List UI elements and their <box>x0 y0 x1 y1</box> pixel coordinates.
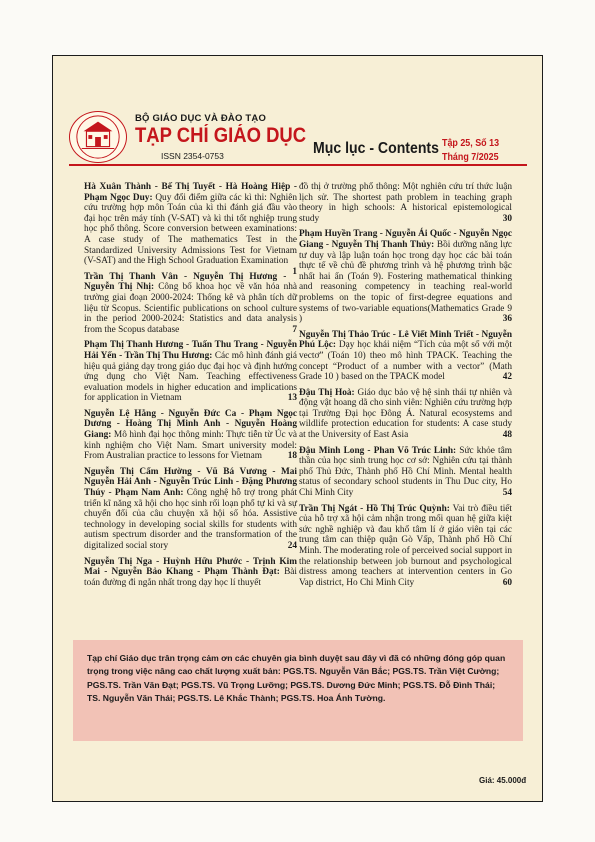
entry-page-number: 13 <box>287 393 297 404</box>
entry-title: Sức khỏe tâm thần của học sinh trung học cơ sở: Nghiên cứu tại thành phố Thủ Đức, Thành phố Hồ Chí Minh. Mental health status of secondary school students in Thu Duc city, Ho Chi Minh City <box>299 445 512 499</box>
entry-title: Dạy học khái niệm “Tích của một số với một vectơ” (Toán 10) theo mô hình TPACK. Teaching the concept “Product of a number with a vector” (Math Grade 10 ) based on the TPACK model <box>299 340 512 383</box>
issue-month-label: Tháng 7/2025 <box>442 151 499 163</box>
entry-page-number: 1 <box>292 266 297 277</box>
toc-column-left <box>84 182 297 593</box>
toc-entry[interactable] <box>299 504 512 589</box>
journal-cover <box>52 55 543 802</box>
entry-title: Bồi dưỡng năng lực tư duy và lập luận toán học trong dạy học các bài toán thực tế về chủ đề phương trình và hệ phương trình bậc nhất hai ẩn (Toán 9). Fostering mathematical thinking and reasoning competency in teaching real-world problems on the topic of first-degree equations and systems of two-variable equations(Mathematics Grade 9 ) <box>299 239 513 325</box>
entry-page-number: 48 <box>502 430 512 441</box>
entry-page-number: 18 <box>287 451 297 462</box>
entry-page-number: 24 <box>287 541 297 551</box>
entry-page-number: 36 <box>502 314 512 325</box>
journal-title: TẠP CHÍ GIÁO DỤC <box>135 124 307 147</box>
entry-page-number: 60 <box>502 577 512 588</box>
toc-entry[interactable] <box>299 330 512 383</box>
toc-entry[interactable] <box>299 388 512 441</box>
entry-page-number: 42 <box>502 372 512 383</box>
cover-header <box>69 111 527 163</box>
toc-entry[interactable] <box>84 557 297 589</box>
entry-authors: Hà Xuân Thành - Bế Thị Tuyết - Hà Hoàng Hiệp - Phạm Ngọc Duy: <box>84 182 297 203</box>
acknowledgement-box <box>73 640 523 741</box>
entry-authors: Nguyễn Thị Cẩm Hường - Vũ Bá Vương - Mai Nguyễn Hải Anh - Nguyễn Trúc Linh - Đặng Phương Thúy - Phạm Nam Anh: <box>84 466 297 499</box>
entry-title: Các mô hình đánh giá hiệu quả giảng dạy trong giáo dục đại học và định hướng ứng dụng cho Việt Nam. Teaching effectiveness evaluation models in higher education and implications for application in Vietnam <box>84 350 297 404</box>
toc-entry[interactable] <box>299 229 512 324</box>
entry-authors: Đậu Minh Long - Phan Võ Trúc Linh: <box>299 445 457 456</box>
entry-authors: Nguyễn Thị Thảo Trúc - Lê Viết Minh Triết - Nguyễn Phú Lộc: <box>299 329 512 351</box>
acknowledgement-text: Tạp chí Giáo dục trân trọng cảm ơn các chuyên gia bình duyệt sau đây vì đã có những đóng góp quan trọng trong việc nâng cao chất lượng xuất bản: PGS.TS. Nguyễn Văn Bắc; PGS.TS. Trần Việt Cường; PGS.TS. Trần Văn Đạt; PGS.TS. Vũ Trọng Lưỡng; PGS.TS. Dương Đức Minh; PGS.TS. Đỗ Đình Thái; TS. Nguyễn Văn Thái; PGS.TS. Lê Khắc Thành; PGS.TS. Hoa Ánh Tường. <box>87 653 506 703</box>
entry-title: Bài toán đường đi ngắn nhất trong dạy học lí thuyết <box>84 567 297 588</box>
entry-authors: Trần Thị Ngát - Hồ Thị Trúc Quỳnh: <box>299 503 450 514</box>
entry-authors: Phạm Huyền Trang - Nguyễn Ái Quốc - Nguyễn Ngọc Giang - Nguyễn Thị Thanh Thủy: <box>299 229 512 250</box>
toc-entry[interactable] <box>84 272 297 336</box>
toc-entry[interactable] <box>84 182 297 277</box>
entry-title: Vai trò điều tiết của hỗ trợ xã hội cảm nhận trong mối quan hệ giữa kiệt sức nghề nghiệp và đau khổ tâm lí ở giáo viên tại các trung tâm can thiệp quận Gò Vấp, Thành phố Hồ Chí Minh. The moderating role of perceived social support in the relationship between job burnout and psychological distress among teachers at intervention centers in Go Vap district, Ho Chi Minh City <box>299 503 512 588</box>
entry-authors: Nguyễn Lệ Hằng - Nguyễn Đức Ca - Phạm Ngọc Dương - Hoàng Thị Minh Anh - Nguyễn Hoàng Giang: <box>84 408 297 441</box>
entry-title: đồ thị ở trường phổ thông: Một nghiên cứu trí thức luận lịch sử. The shortest path problem in teaching graph theory in high schools: A historical epistemological study <box>299 182 512 224</box>
entry-title: Mô hình đại học thông minh: Thực tiễn từ Úc và kinh nghiệm cho Việt Nam. Smart university model: From Australian practice to lessons for Vietnam <box>84 430 297 462</box>
entry-title: Giáo dục bảo vệ hệ sinh thái tự nhiên và động vật hoang dã cho sinh viên: Nghiên cứu trường hợp tại Trường Đại học Đông Á. Natural ecosystems and wildlife protection education for students: A case study at the University of East Asia <box>299 387 513 441</box>
toc-column-right <box>299 182 512 593</box>
header-divider <box>69 164 527 166</box>
entry-page-number: 54 <box>502 488 512 499</box>
toc-entry[interactable] <box>84 340 297 404</box>
toc-entry[interactable] <box>299 446 512 499</box>
entry-title: Công bố khoa học về văn hóa nhà trường giai đoạn 2000-2024: Thống kê và phân tích dữ liệu từ Scopus. Scientific publications on school culture in the period 2000-2024: Statistics and data analysis from the Scopus database <box>84 282 298 335</box>
toc-title: Mục lục - Contents <box>313 140 439 157</box>
price-label: Giá: 45.000đ <box>479 776 527 785</box>
entry-authors: Đậu Thị Hoà: <box>299 387 355 398</box>
toc-entry[interactable] <box>299 182 512 224</box>
ministry-name: BỘ GIÁO DỤC VÀ ĐÀO TẠO <box>135 113 267 124</box>
issn-label: ISSN 2354-0753 <box>161 151 224 161</box>
entry-authors: Trần Thị Thanh Vân - Nguyễn Thị Hương - Nguyễn Thị Nhị: <box>84 271 287 293</box>
toc-entry[interactable] <box>84 409 297 462</box>
entry-title: Công nghệ hỗ trợ trong phát triển kĩ năng xã hội cho học sinh rối loạn phổ tự kỉ và sự chuyển đổi của câu chuyện xã hội số hóa. Assistive technology in developing social skills for students with autism spectrum disorder and the transformation of the digitalized social story <box>84 488 297 551</box>
volume-label: Tập 25, Số 13 <box>442 137 500 149</box>
journal-seal-icon <box>69 111 127 163</box>
entry-title: Quy đổi điểm giữa các kì thi: Nghiên cứu trường hợp môn Toán của kì thi đánh giá đầu vào đại học trên máy tính (V-SAT) và kì thi tốt nghiệp trung học phổ thông. Score conversion between examinations: A case study of The mathematics Test in the Standardized University Admissions Test for Vietnam (V-SAT) and the High School Graduation Examination <box>84 192 297 267</box>
entry-page-number: 7 <box>292 324 297 335</box>
entry-authors: Nguyễn Thị Nga - Huỳnh Hữu Phước - Trịnh Kim Mai - Nguyễn Bảo Khang - Phạm Thành Đạt: <box>84 556 297 578</box>
entry-authors: Phạm Thị Thanh Hương - Tuấn Thu Trang - Nguyễn Hải Yến - Trần Thị Thu Hương: <box>84 340 297 361</box>
toc-entry[interactable] <box>84 467 297 552</box>
entry-page-number: 30 <box>502 213 512 224</box>
